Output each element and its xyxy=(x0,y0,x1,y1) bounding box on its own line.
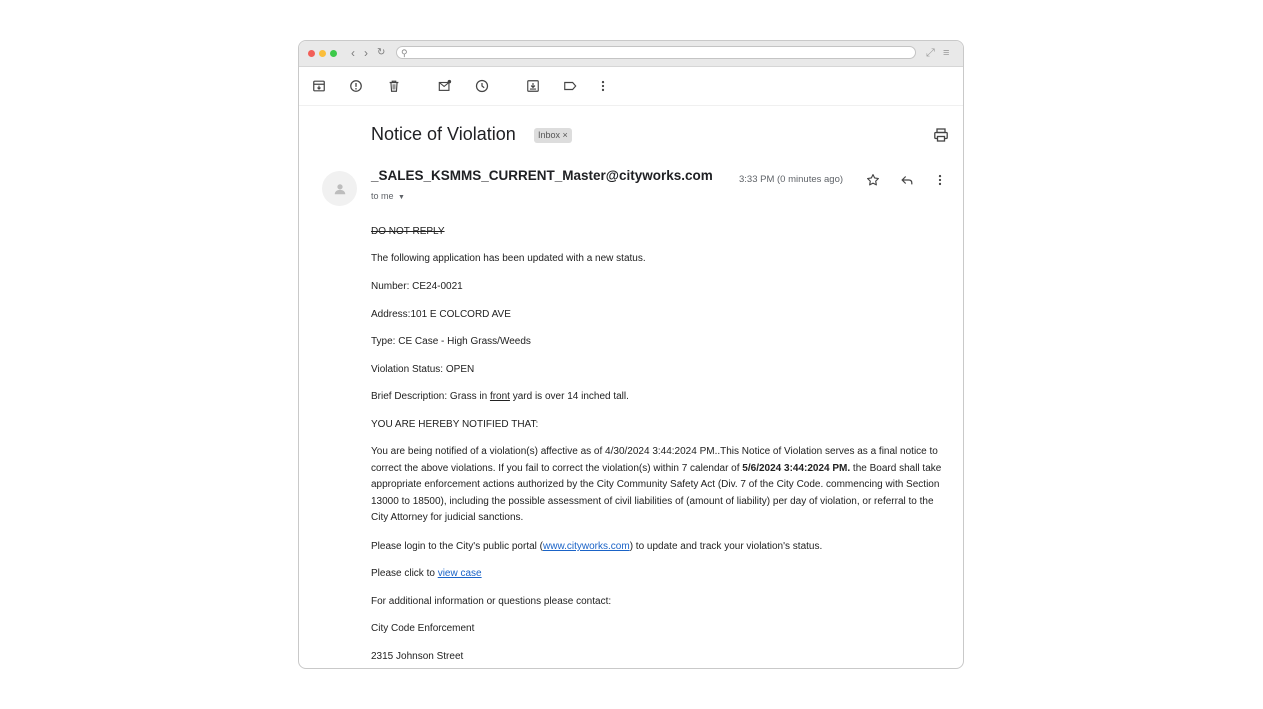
status-value: OPEN xyxy=(445,364,475,375)
delete-icon[interactable] xyxy=(385,77,403,95)
notice-date-2: 5/6/2024 3:44:2024 PM. xyxy=(742,462,851,474)
notice-part-1: You are being notified of a violation(s) affective as of xyxy=(371,446,606,457)
snooze-icon[interactable] xyxy=(473,77,491,95)
minimize-window-button[interactable] xyxy=(319,50,326,57)
violation-status xyxy=(371,362,474,379)
close-window-button[interactable] xyxy=(308,50,315,57)
chevron-down-icon: ▼ xyxy=(398,194,405,201)
star-icon[interactable] xyxy=(864,171,882,189)
forward-icon[interactable]: › xyxy=(364,46,368,60)
reload-icon[interactable]: ↻ xyxy=(377,47,386,58)
click-pre: Please click to xyxy=(371,568,438,579)
portal-post: ) to update and track your violation's status. xyxy=(629,541,823,552)
avatar xyxy=(322,171,357,206)
status-label: Violation Status: xyxy=(371,364,446,375)
do-not-reply-text: DO NOT REPLY xyxy=(371,226,445,237)
number-value: CE24-0021 xyxy=(412,281,463,292)
search-icon: ⚲ xyxy=(401,48,408,58)
type-label: Type: xyxy=(371,336,399,347)
department-text: City Code Enforcement xyxy=(371,623,475,634)
contact-text: For additional information or questions please contact: xyxy=(371,596,612,607)
label-icon[interactable] xyxy=(561,77,579,95)
browser-window xyxy=(298,40,964,669)
person-icon xyxy=(333,182,347,196)
portal-pre: Please login to the City's public portal ( xyxy=(371,541,543,552)
desc-label: Brief Description: xyxy=(371,391,450,402)
portal-link[interactable]: www.cityworks.com xyxy=(543,541,630,552)
recipient-label: to me xyxy=(371,191,394,201)
click-text xyxy=(371,566,482,583)
type-value: CE Case - High Grass/Weeds xyxy=(398,336,531,347)
reply-icon[interactable] xyxy=(898,171,916,189)
case-number xyxy=(371,279,463,296)
more-vert-icon[interactable] xyxy=(594,77,612,95)
print-icon[interactable] xyxy=(933,127,949,143)
notice-part-2: ..This Notice of Violation serves as a final notice to correct the above violations. If you fail to correct the violation(s) within 7 calendar of xyxy=(371,446,938,474)
back-icon[interactable]: ‹ xyxy=(351,46,355,60)
recipient-dropdown[interactable] xyxy=(371,191,405,201)
desc-pre: Grass in xyxy=(449,391,490,402)
sender-address: _SALES_KSMMS_CURRENT_Master@cityworks.com xyxy=(371,168,713,183)
case-type xyxy=(371,334,531,351)
report-spam-icon[interactable] xyxy=(347,77,365,95)
desc-post: yard is over 14 inched tall. xyxy=(509,391,629,402)
number-label: Number: xyxy=(371,281,413,292)
street-text: 2315 Johnson Street xyxy=(371,651,464,662)
move-to-icon[interactable] xyxy=(524,77,542,95)
case-address xyxy=(371,307,511,324)
address-value: 101 E COLCORD AVE xyxy=(410,309,511,320)
brief-description xyxy=(371,389,629,406)
notice-paragraph xyxy=(371,444,951,527)
mark-unread-icon[interactable] xyxy=(436,77,454,95)
intro-text: The following application has been updated with a new status. xyxy=(371,253,646,264)
notified-heading: YOU ARE HEREBY NOTIFIED THAT: xyxy=(371,419,539,430)
browser-titlebar xyxy=(299,41,963,67)
menu-icon[interactable]: ≡ xyxy=(943,47,950,59)
portal-text xyxy=(371,539,822,556)
inbox-label-badge[interactable]: Inbox × xyxy=(534,128,572,143)
fullscreen-icon[interactable]: ⤢ xyxy=(926,47,935,59)
view-case-link[interactable]: view case xyxy=(437,568,482,579)
email-subject: Notice of Violation xyxy=(371,124,516,144)
notice-date-1: 4/30/2024 3:44:2024 PM xyxy=(605,446,715,457)
maximize-window-button[interactable] xyxy=(330,50,337,57)
address-bar[interactable] xyxy=(396,46,916,59)
email-timestamp: 3:33 PM (0 minutes ago) xyxy=(739,174,844,185)
address-label: Address: xyxy=(371,309,411,320)
desc-underlined: front xyxy=(489,391,510,402)
more-options-icon[interactable] xyxy=(931,171,949,189)
archive-icon[interactable] xyxy=(310,77,328,95)
mail-toolbar xyxy=(299,67,963,106)
notice-part-3: the Board shall take appropriate enforcement actions authorized by the City Community Safety Act (Div. 7 of the City Code. commencing with Section 13000 to 18500), including the possible assessment of civil liabilities of (amount of liability) per day of violation, or referral to the City Attorney for judicial sanctions. xyxy=(371,462,942,523)
